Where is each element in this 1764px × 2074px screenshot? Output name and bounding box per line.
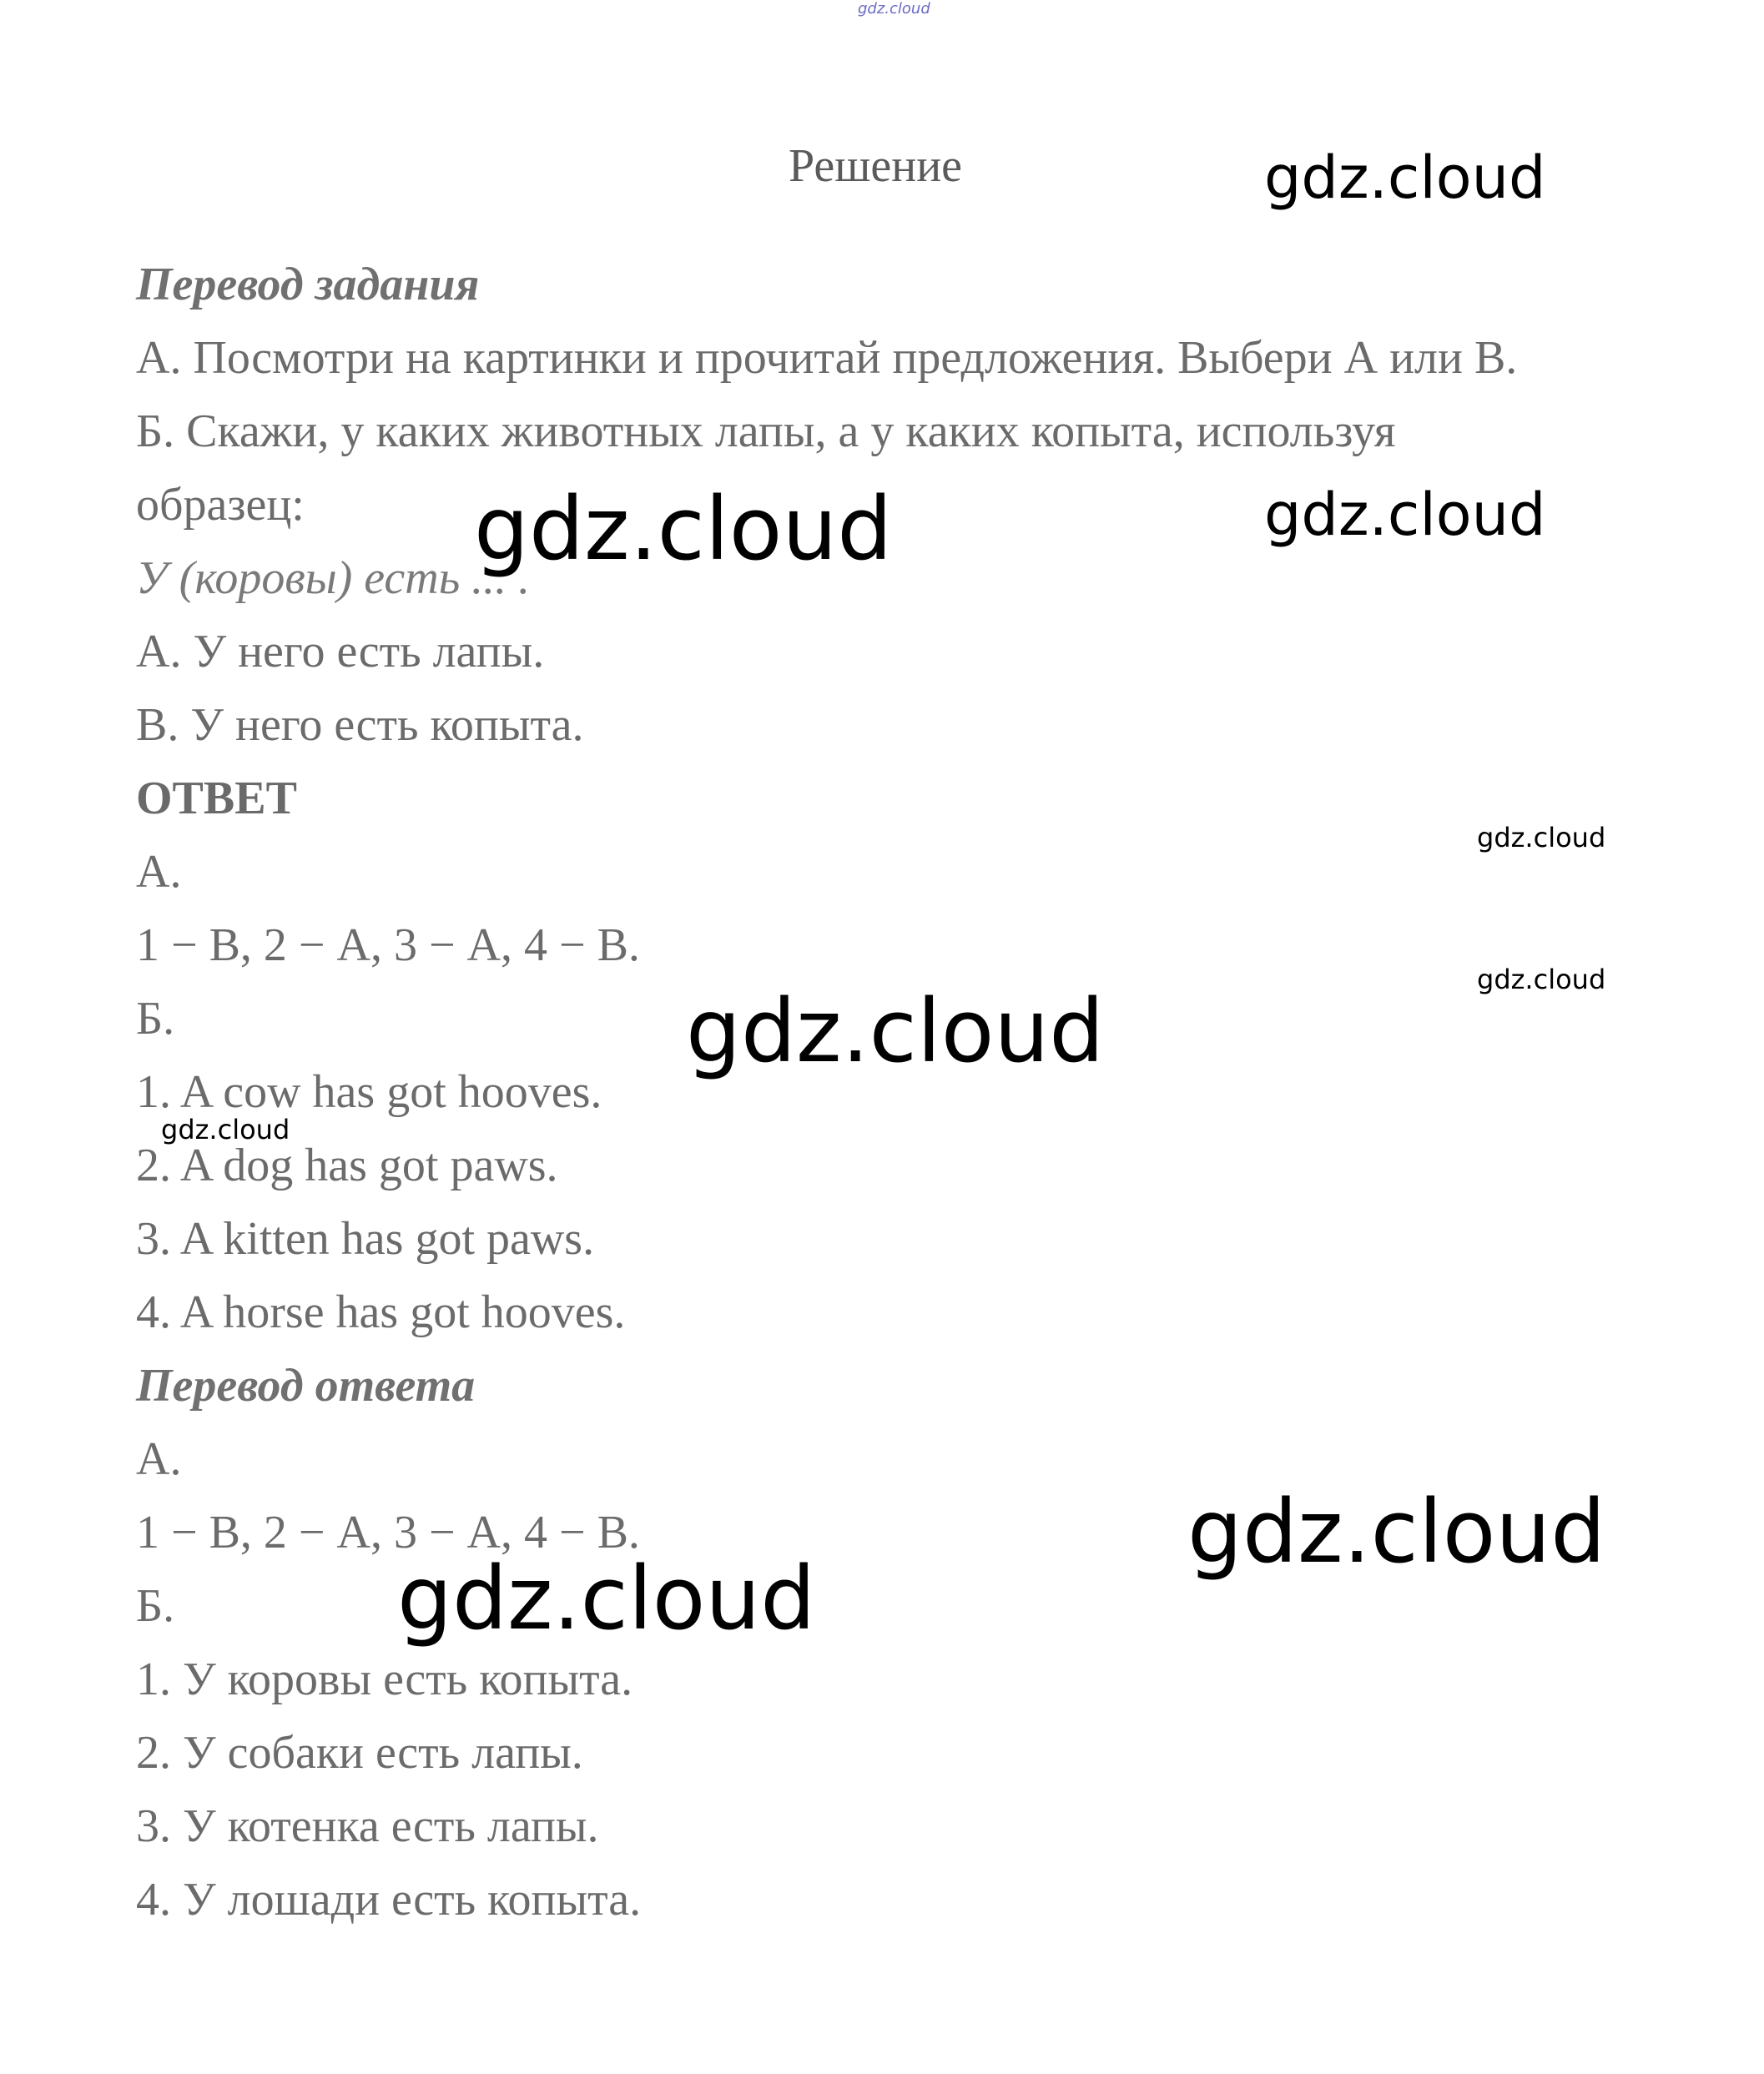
translation-item: 2. У собаки есть лапы. [136,1727,583,1779]
task-translation-heading: Перевод задания [136,259,480,310]
answer-translation-heading: Перевод ответа [136,1360,476,1412]
task-line-a: А. Посмотри на картинки и прочитай предложения. Выбери А или В. [136,332,1518,384]
task-line-b2: образец: [136,479,305,531]
answer-item: 4. A horse has got hooves. [136,1286,626,1338]
answer-heading: ОТВЕТ [136,773,297,824]
watermark: gdz.cloud [397,1548,816,1649]
translation-part-a-label: А. [136,1433,182,1485]
answer-item: 3. A kitten has got paws. [136,1213,595,1265]
watermark: gdz.cloud [1264,481,1546,549]
task-option-b: В. У него есть копыта. [136,699,584,751]
task-line-b1: Б. Скажи, у каких животных лапы, а у каких копыта, используя [136,405,1396,457]
answer-item: 1. A cow has got hooves. [136,1066,602,1118]
translation-part-b-label: Б. [136,1580,175,1632]
translation-item: 3. У котенка есть лапы. [136,1800,599,1852]
watermark: gdz.cloud [1187,1481,1606,1583]
translation-part-a-text: 1 − В, 2 − А, 3 − А, 4 − В. [136,1507,640,1558]
watermark: gdz.cloud [474,478,893,580]
watermark: gdz.cloud [1477,964,1606,995]
watermark: gdz.cloud [1264,143,1546,212]
answer-part-a-label: А. [136,846,182,898]
translation-item: 4. У лошади есть копыта. [136,1874,642,1925]
answer-part-b-label: Б. [136,993,175,1045]
top-watermark: gdz.cloud [858,0,930,18]
page-title: Решение [789,140,963,192]
answer-part-a-text: 1 − В, 2 − А, 3 − А, 4 − В. [136,919,640,971]
answer-item: 2. A dog has got paws. [136,1140,558,1191]
watermark: gdz.cloud [161,1114,290,1145]
task-option-a: А. У него есть лапы. [136,626,545,677]
watermark: gdz.cloud [1477,822,1606,853]
task-example: У (коровы) есть ... . [136,552,531,604]
watermark: gdz.cloud [686,980,1105,1082]
translation-item: 1. У коровы есть копыта. [136,1654,633,1705]
